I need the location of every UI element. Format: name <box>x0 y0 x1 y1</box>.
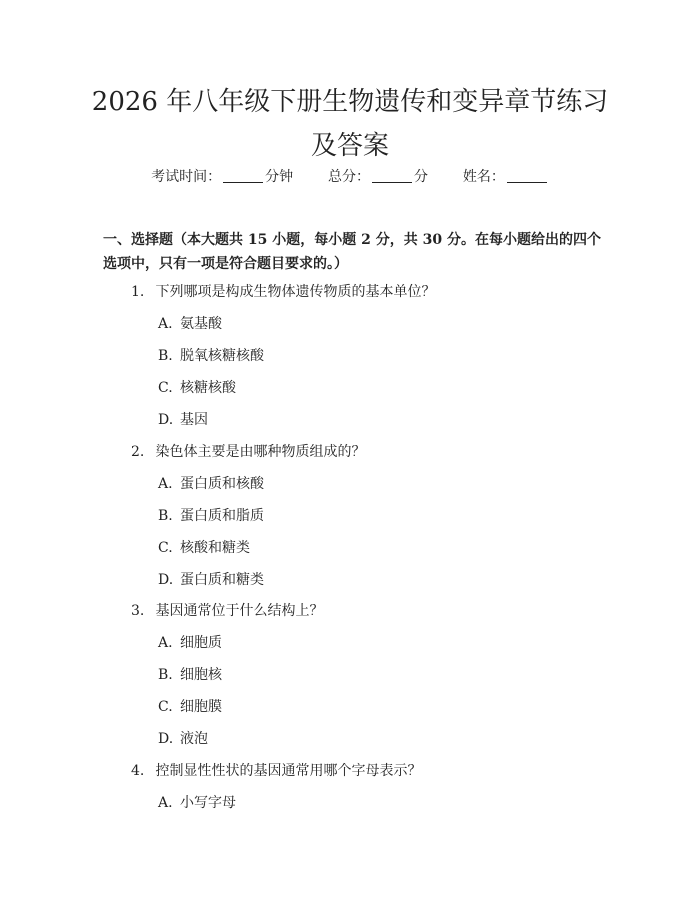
option-1b <box>158 346 264 366</box>
option-3b <box>158 665 222 685</box>
total-score-label: 总分： <box>328 169 370 185</box>
exam-time-label: 考试时间： <box>151 169 222 185</box>
option-text: 小写字母 <box>180 795 236 811</box>
question-number: 3. <box>131 603 145 619</box>
option-letter: C. <box>158 699 173 715</box>
question-number: 2. <box>131 444 145 460</box>
option-3d <box>158 729 208 749</box>
option-text: 蛋白质和糖类 <box>180 572 264 588</box>
option-text: 脱氧核糖核酸 <box>180 348 264 364</box>
option-text: 核糖核酸 <box>180 380 236 396</box>
option-2d <box>158 570 264 590</box>
exam-info-line <box>0 166 700 188</box>
option-text: 细胞核 <box>180 667 222 683</box>
question-2 <box>131 442 365 462</box>
option-1d <box>158 410 208 430</box>
question-text: 染色体主要是由哪种物质组成的？ <box>155 444 366 460</box>
option-text: 液泡 <box>180 731 208 747</box>
total-score-blank <box>372 168 412 183</box>
option-text: 蛋白质和脂质 <box>180 508 264 524</box>
option-letter: D. <box>158 412 174 428</box>
option-text: 氨基酸 <box>180 316 222 332</box>
question-number: 4. <box>131 763 145 779</box>
option-letter: A. <box>158 795 173 811</box>
question-4 <box>131 761 421 781</box>
option-letter: D. <box>158 572 174 588</box>
option-1a <box>158 314 222 334</box>
option-letter: B. <box>158 667 173 683</box>
page-title <box>80 80 620 168</box>
option-letter: C. <box>158 380 173 396</box>
option-letter: A. <box>158 316 173 332</box>
option-3c <box>158 697 222 717</box>
question-text: 下列哪项是构成生物体遗传物质的基本单位？ <box>155 284 436 300</box>
option-letter: B. <box>158 348 173 364</box>
question-text: 控制显性性状的基因通常用哪个字母表示？ <box>155 763 422 779</box>
question-1 <box>131 282 435 302</box>
section-heading: 一、选择题（本大题共 15 小题，每小题 2 分，共 30 分。在每小题给出的四个选项中，只有一项是符合题目要求的。） <box>103 232 601 272</box>
exam-time-unit: 分钟 <box>265 169 294 185</box>
question-text: 基因通常位于什么结构上？ <box>155 603 324 619</box>
option-2a <box>158 474 264 494</box>
option-letter: A. <box>158 635 173 651</box>
option-letter: D. <box>158 731 174 747</box>
total-score-unit: 分 <box>414 169 428 185</box>
page-title-line-1: 2026 年八年级下册生物遗传和变异章节练习 <box>91 87 609 117</box>
question-number: 1. <box>131 284 145 300</box>
option-3a <box>158 633 222 653</box>
exam-time-blank <box>223 168 263 183</box>
option-text: 核酸和糖类 <box>180 540 250 556</box>
option-2b <box>158 506 264 526</box>
option-text: 基因 <box>180 412 208 428</box>
option-text: 细胞质 <box>180 635 222 651</box>
option-text: 细胞膜 <box>180 699 222 715</box>
option-letter: B. <box>158 508 173 524</box>
option-letter: A. <box>158 476 173 492</box>
option-text: 蛋白质和核酸 <box>180 476 264 492</box>
option-letter: C. <box>158 540 173 556</box>
option-1c <box>158 378 236 398</box>
page-title-line-2: 及答案 <box>310 131 389 161</box>
option-4a <box>158 793 236 813</box>
question-3 <box>131 601 323 621</box>
option-2c <box>158 538 250 558</box>
student-name-label: 姓名： <box>462 169 505 185</box>
student-name-blank <box>507 168 547 183</box>
